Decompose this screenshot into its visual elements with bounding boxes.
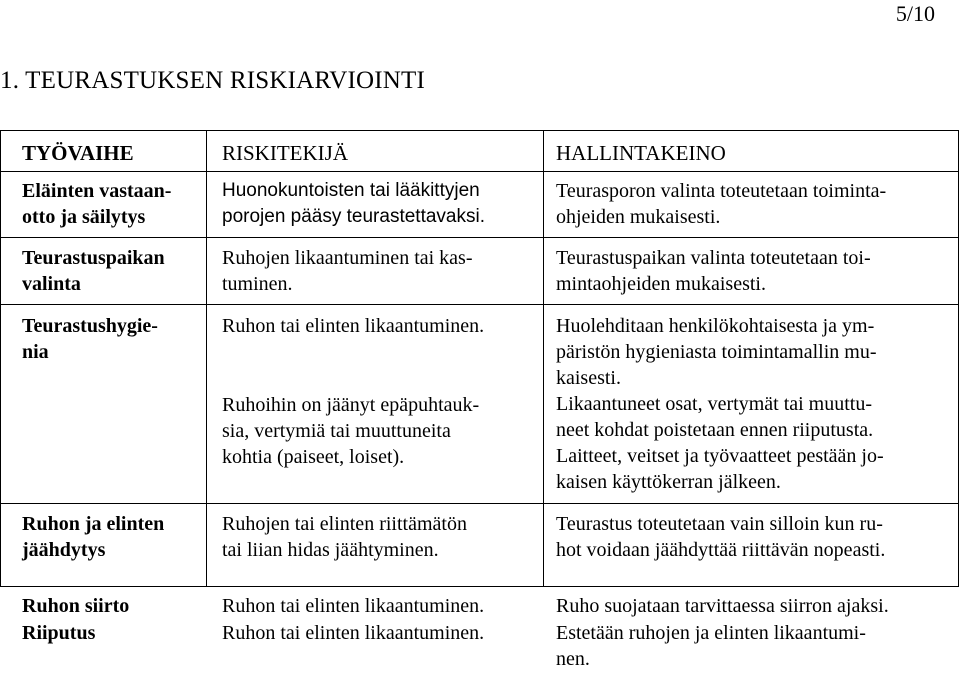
cell-line: tai liian hidas jäähtyminen. bbox=[222, 539, 439, 561]
table-row-control bbox=[556, 511, 885, 563]
cell-line: Ruhoihin on jäänyt epäpuhtauk- bbox=[222, 394, 480, 416]
cell-line: Teurastuspaikan bbox=[22, 247, 165, 269]
table-row-control bbox=[556, 178, 886, 230]
table-row-control bbox=[556, 620, 866, 672]
row-separator bbox=[0, 503, 959, 504]
cell-line: otto ja säilytys bbox=[22, 206, 146, 228]
cell-line: Teurasporon valinta toteutetaan toiminta- bbox=[556, 180, 887, 202]
table-row-phase bbox=[22, 593, 129, 619]
table-row-risk bbox=[222, 392, 479, 470]
table-row-phase bbox=[22, 178, 171, 230]
cell-line: Ruhon siirto bbox=[22, 595, 130, 617]
cell-line: kohtia (paiseet, loiset). bbox=[222, 446, 405, 468]
document-title: 1. TEURASTUKSEN RISKIARVIOINTI bbox=[0, 67, 426, 94]
column-divider bbox=[543, 130, 544, 586]
cell-line: jäähdytys bbox=[22, 539, 106, 561]
cell-line: nen. bbox=[556, 648, 590, 670]
cell-line: Laitteet, veitset ja työvaatteet pestään jo- bbox=[556, 445, 884, 467]
row-separator bbox=[0, 237, 959, 238]
header-control: HALLINTAKEINO bbox=[556, 141, 726, 165]
cell-line: Estetään ruhojen ja elinten likaantumi- bbox=[556, 622, 866, 644]
cell-line: Teurastus toteutetaan vain silloin kun ru- bbox=[556, 513, 883, 535]
cell-line: Ruhon tai elinten likaantuminen. bbox=[222, 622, 485, 644]
cell-line: kaisesti. bbox=[556, 367, 621, 389]
cell-line: mintaohjeiden mukaisesti. bbox=[556, 273, 766, 295]
page-number: 5/10 bbox=[895, 1, 935, 26]
cell-line: Ruhon tai elinten likaantuminen. bbox=[222, 595, 485, 617]
cell-line: Ruhojen likaantuminen tai kas- bbox=[222, 247, 473, 269]
column-divider bbox=[206, 130, 207, 586]
table-row-phase bbox=[22, 313, 158, 365]
table-row-control bbox=[556, 593, 889, 619]
cell-line: Ruhon tai elinten likaantuminen. bbox=[222, 315, 485, 337]
table-row-risk bbox=[222, 511, 467, 563]
cell-line: Teurastushygie- bbox=[22, 315, 158, 337]
cell-line: ohjeiden mukaisesti. bbox=[556, 206, 721, 228]
cell-line: päristön hygieniasta toimintamallin mu- bbox=[556, 341, 877, 363]
table-row-risk bbox=[222, 620, 484, 646]
table-row-risk bbox=[222, 245, 473, 297]
table-row-phase bbox=[22, 245, 165, 297]
table-top-rule bbox=[0, 130, 959, 131]
header-phase: TYÖVAIHE bbox=[22, 141, 134, 165]
cell-line: nia bbox=[22, 341, 49, 363]
table-row-control bbox=[556, 313, 884, 495]
header-bottom-rule bbox=[0, 171, 959, 172]
table-row-phase bbox=[22, 620, 95, 646]
cell-line: Likaantuneet osat, vertymät tai muuttu- bbox=[556, 393, 873, 415]
table-row-risk bbox=[222, 313, 484, 339]
header-risk: RISKITEKIJÄ bbox=[222, 141, 348, 165]
row-separator bbox=[0, 304, 959, 305]
column-divider bbox=[0, 130, 1, 586]
cell-line: porojen pääsy teurastettavaksi. bbox=[222, 206, 485, 227]
table-row-risk bbox=[222, 593, 484, 619]
cell-line: Huonokuntoisten tai lääkittyjen bbox=[222, 180, 480, 201]
cell-line: Eläinten vastaan- bbox=[22, 180, 172, 202]
cell-line: sia, vertymiä tai muuttuneita bbox=[222, 420, 451, 442]
cell-line: Teurastuspaikan valinta toteutetaan toi- bbox=[556, 247, 871, 269]
cell-line: kaisen käyttökerran jälkeen. bbox=[556, 471, 781, 493]
cell-line: Ruho suojataan tarvittaessa siirron ajaksi. bbox=[556, 595, 889, 617]
row-separator bbox=[0, 586, 959, 587]
cell-line: Ruhon ja elinten bbox=[22, 513, 165, 535]
cell-line: valinta bbox=[22, 273, 81, 295]
cell-line: Huolehditaan henkilökohtaisesta ja ym- bbox=[556, 315, 875, 337]
table-row-phase bbox=[22, 511, 164, 563]
cell-line: Ruhojen tai elinten riittämätön bbox=[222, 513, 467, 535]
table-row-risk bbox=[222, 178, 485, 230]
cell-line: hot voidaan jäähdyttää riittävän nopeasti. bbox=[556, 539, 886, 561]
cell-line: tuminen. bbox=[222, 273, 293, 295]
cell-line: neet kohdat poistetaan ennen riiputusta. bbox=[556, 419, 874, 441]
cell-line: Riiputus bbox=[22, 622, 96, 644]
table-row-control bbox=[556, 245, 871, 297]
